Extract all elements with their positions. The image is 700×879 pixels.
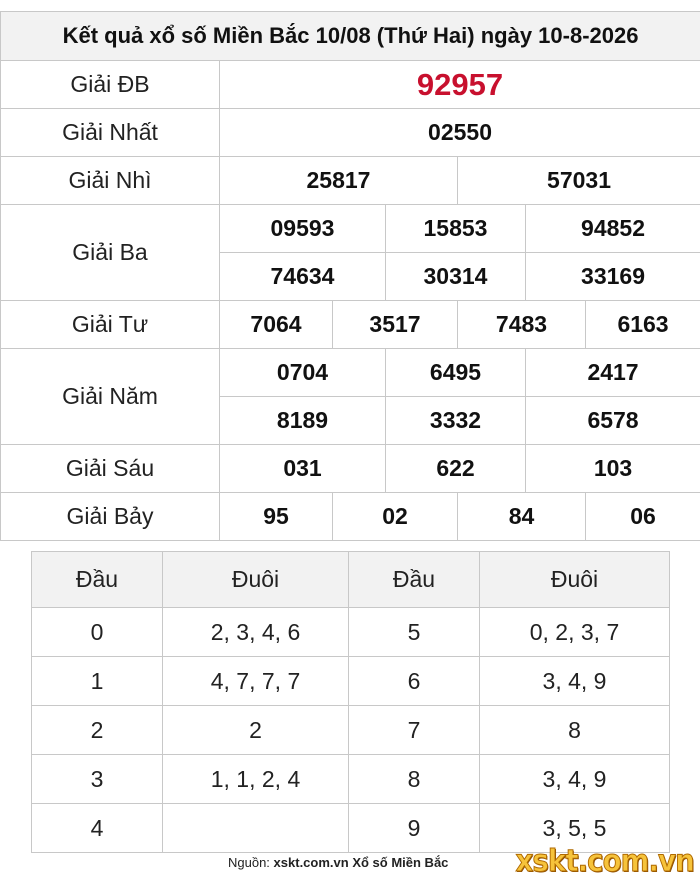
loto-dau: 4	[32, 804, 163, 853]
prize-row-g1	[1, 109, 700, 157]
prize-number: 95	[220, 493, 333, 541]
prize-number: 3517	[333, 301, 458, 349]
prize-row-db	[1, 61, 700, 109]
loto-header-dau: Đầu	[32, 552, 163, 608]
loto-duoi: 2	[163, 706, 349, 755]
loto-header-duoi: Đuôi	[163, 552, 349, 608]
prize-name-g6: Giải Sáu	[1, 445, 220, 493]
prize-number: 25817	[220, 157, 458, 205]
prize-row-g3	[1, 205, 700, 253]
loto-dau: 2	[32, 706, 163, 755]
prize-number: 3332	[386, 397, 526, 445]
footer	[0, 846, 700, 878]
prize-name-g7: Giải Bảy	[1, 493, 220, 541]
prize-number: 33169	[526, 253, 700, 301]
prize-name-g1: Giải Nhất	[1, 109, 220, 157]
prize-number: 6163	[586, 301, 700, 349]
prize-name-g4: Giải Tư	[1, 301, 220, 349]
prize-number: 84	[458, 493, 586, 541]
site-logo[interactable]: xskt.com.vn	[516, 846, 694, 878]
loto-duoi: 1, 1, 2, 4	[163, 755, 349, 804]
source-name: Xổ số Miền Bắc	[352, 855, 448, 870]
prize-name-g5: Giải Năm	[1, 349, 220, 445]
loto-dau: 1	[32, 657, 163, 706]
source-site-link[interactable]: xskt.com.vn	[274, 855, 349, 870]
loto-dau: 9	[349, 804, 480, 853]
loto-row	[32, 608, 670, 657]
prize-row-g6	[1, 445, 700, 493]
loto-duoi: 3, 4, 9	[480, 755, 670, 804]
prize-row-g4	[1, 301, 700, 349]
prize-number: 57031	[458, 157, 700, 205]
loto-table	[31, 551, 670, 853]
prize-number: 15853	[386, 205, 526, 253]
loto-row	[32, 657, 670, 706]
source-credit	[228, 855, 448, 870]
prize-number: 09593	[220, 205, 386, 253]
loto-dau: 0	[32, 608, 163, 657]
title-row	[1, 12, 700, 61]
prize-number: 8189	[220, 397, 386, 445]
prize-number: 2417	[526, 349, 700, 397]
prize-number: 74634	[220, 253, 386, 301]
loto-duoi: 2, 3, 4, 6	[163, 608, 349, 657]
prize-number: 02	[333, 493, 458, 541]
page-title: Kết quả xổ số Miền Bắc 10/08 (Thứ Hai) ngày 10-8-2026	[1, 12, 700, 61]
loto-duoi: 8	[480, 706, 670, 755]
loto-row	[32, 755, 670, 804]
prize-number: 7064	[220, 301, 333, 349]
prize-name-g3: Giải Ba	[1, 205, 220, 301]
loto-header-dau: Đầu	[349, 552, 480, 608]
results-table	[0, 11, 700, 541]
prize-number: 103	[526, 445, 700, 493]
loto-dau: 7	[349, 706, 480, 755]
loto-header-duoi: Đuôi	[480, 552, 670, 608]
loto-duoi: 3, 5, 5	[480, 804, 670, 853]
prize-row-g2	[1, 157, 700, 205]
prize-number: 6495	[386, 349, 526, 397]
loto-row	[32, 706, 670, 755]
special-prize-number: 92957	[220, 61, 700, 109]
loto-dau: 8	[349, 755, 480, 804]
loto-duoi: 0, 2, 3, 7	[480, 608, 670, 657]
loto-header-row	[32, 552, 670, 608]
prize-number: 0704	[220, 349, 386, 397]
prize-number: 622	[386, 445, 526, 493]
prize-name-db: Giải ĐB	[1, 61, 220, 109]
prize-row-g7	[1, 493, 700, 541]
prize-name-g2: Giải Nhì	[1, 157, 220, 205]
loto-dau: 5	[349, 608, 480, 657]
prize-number: 031	[220, 445, 386, 493]
prize-row-g5	[1, 349, 700, 397]
prize-number: 6578	[526, 397, 700, 445]
loto-duoi: 3, 4, 9	[480, 657, 670, 706]
prize-number: 94852	[526, 205, 700, 253]
loto-duoi: 4, 7, 7, 7	[163, 657, 349, 706]
prize-number: 7483	[458, 301, 586, 349]
prize-number: 02550	[220, 109, 700, 157]
source-label: Nguồn:	[228, 855, 270, 870]
loto-dau: 3	[32, 755, 163, 804]
prize-number: 30314	[386, 253, 526, 301]
prize-number: 06	[586, 493, 700, 541]
loto-dau: 6	[349, 657, 480, 706]
